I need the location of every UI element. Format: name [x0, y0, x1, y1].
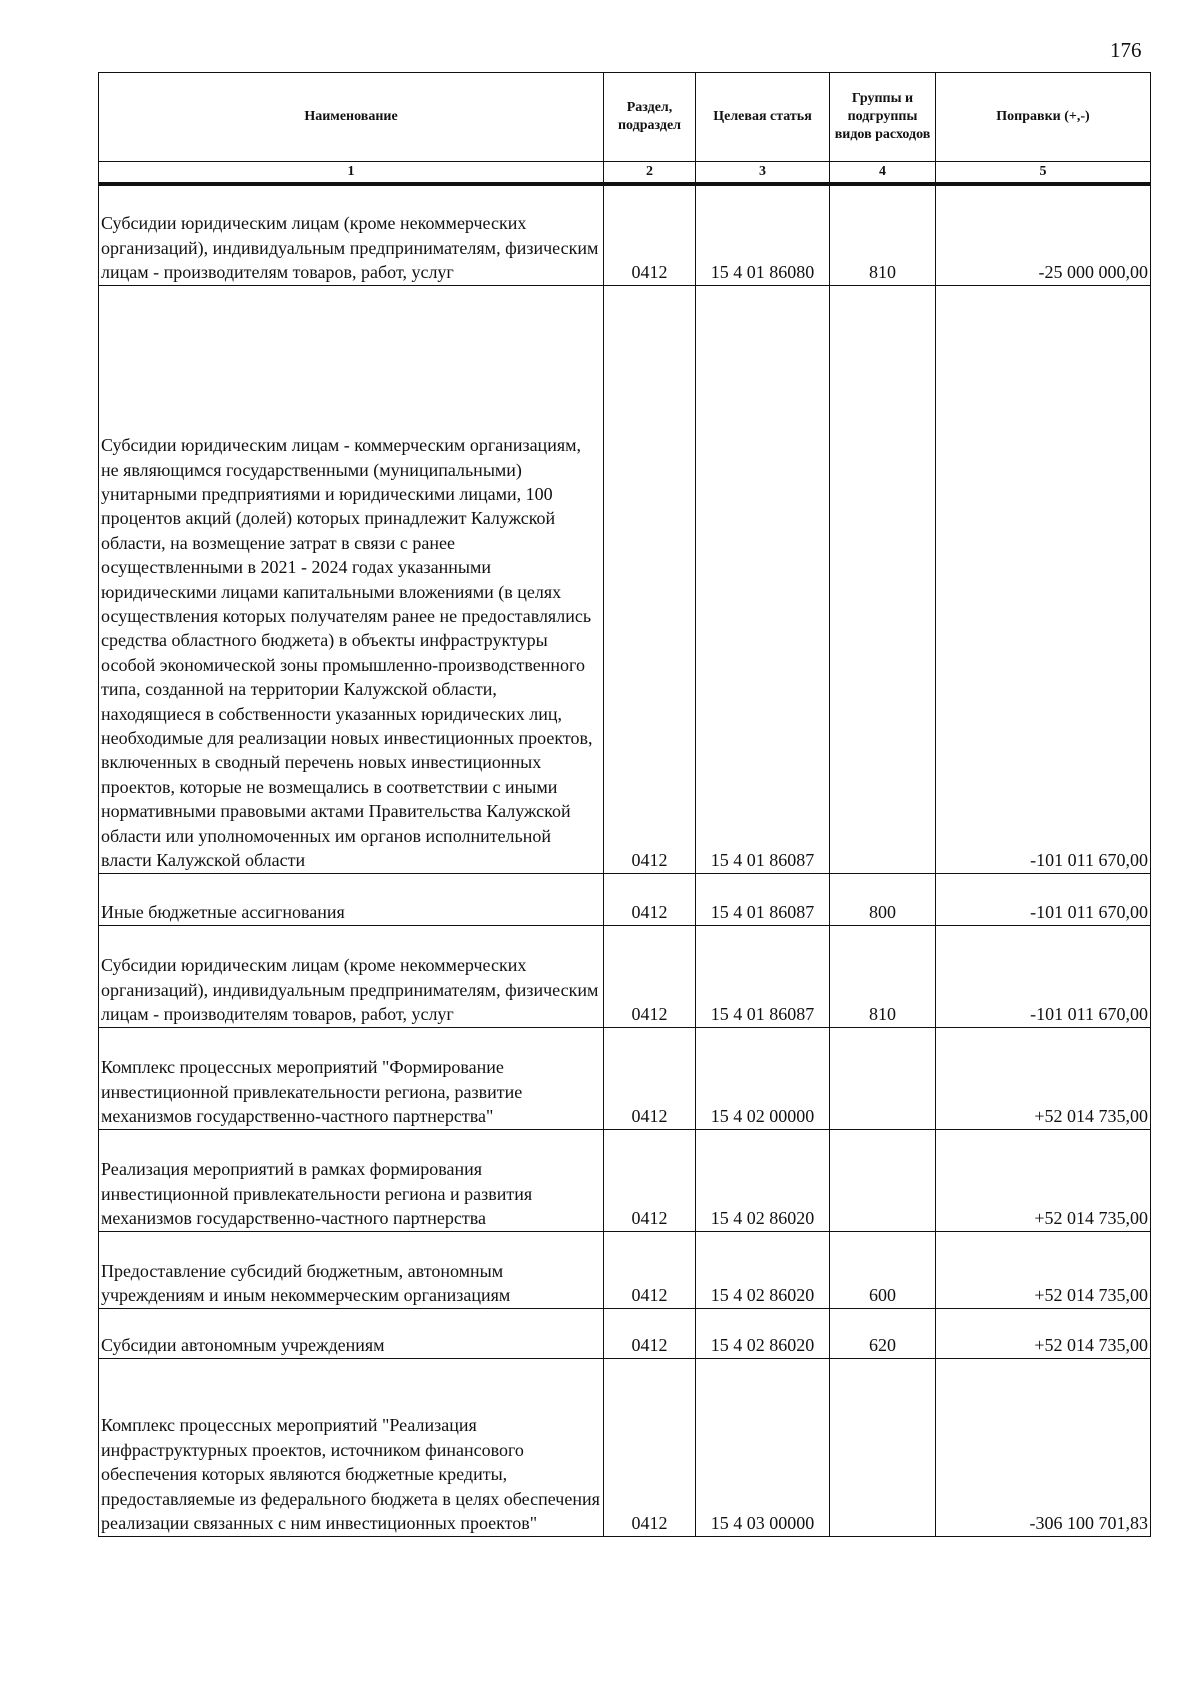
- budget-amendments-table: [98, 72, 1151, 1537]
- column-number-row: [99, 162, 1151, 185]
- row-name: Комплекс процессных мероприятий "Реализация инфраструктурных проектов, источником финансового обеспечения которых являются бюджетные кредиты, предоставляемые из федерального бюджета в целях обеспечения реализации связанных с ним инвестиционных проектов": [99, 1358, 604, 1536]
- row-target-article: 15 4 02 00000: [696, 1027, 830, 1129]
- row-amount: +52 014 735,00: [936, 1027, 1151, 1129]
- row-name: Предоставление субсидий бюджетным, автономным учреждениям и иным некоммерческим организациям: [99, 1231, 604, 1308]
- column-number: 1: [99, 162, 604, 185]
- table-row: [99, 1129, 1151, 1231]
- row-section: 0412: [604, 873, 696, 925]
- column-number: 4: [830, 162, 936, 185]
- row-amount: +52 014 735,00: [936, 1129, 1151, 1231]
- table-row: [99, 184, 1151, 285]
- header-section: Раздел, подраздел: [604, 73, 696, 162]
- row-target-article: 15 4 01 86087: [696, 285, 830, 873]
- row-target-article: 15 4 01 86080: [696, 184, 830, 285]
- table-row: [99, 873, 1151, 925]
- row-section: 0412: [604, 1231, 696, 1308]
- table-row: [99, 1027, 1151, 1129]
- row-amount: -25 000 000,00: [936, 184, 1151, 285]
- row-name: Субсидии юридическим лицам - коммерческим организациям, не являющимся государственными (муниципальными) унитарными предприятиями и юридическими лицами, 100 процентов акций (долей) которых принадлежит Калужской области, на возмещение затрат в связи с ранее осуществленными в 2021 - 2024 годах указанными юридическими лицами капитальными вложениями (в целях осуществления которых получателям ранее не предоставлялись средства областного бюджета) в объекты инфраструктуры особой экономической зоны промышленно-производственного типа, созданной на территории Калужской области, находящиеся в собственности указанных юридических лиц, необходимые для реализации новых инвестиционных проектов, включенных в сводный перечень новых инвестиционных проектов, которые не возмещались в соответствии с иными нормативными правовыми актами Правительства Калужской области или уполномоченных им органов исполнительной власти Калужской области: [99, 285, 604, 873]
- row-amount: -101 011 670,00: [936, 285, 1151, 873]
- row-expense-group: [830, 1027, 936, 1129]
- row-expense-group: 800: [830, 873, 936, 925]
- row-expense-group: 600: [830, 1231, 936, 1308]
- row-name: Субсидии юридическим лицам (кроме некоммерческих организаций), индивидуальным предпринимателям, физическим лицам - производителям товаров, работ, услуг: [99, 184, 604, 285]
- row-amount: -306 100 701,83: [936, 1358, 1151, 1536]
- column-number: 3: [696, 162, 830, 185]
- row-expense-group: 620: [830, 1308, 936, 1358]
- row-amount: +52 014 735,00: [936, 1231, 1151, 1308]
- row-target-article: 15 4 01 86087: [696, 873, 830, 925]
- page-number: 176: [1110, 38, 1142, 62]
- header-amendments: Поправки (+,-): [936, 73, 1151, 162]
- row-name: Иные бюджетные ассигнования: [99, 873, 604, 925]
- row-target-article: 15 4 02 86020: [696, 1308, 830, 1358]
- row-section: 0412: [604, 1308, 696, 1358]
- row-name: Реализация мероприятий в рамках формирования инвестиционной привлекательности региона и развития механизмов государственно-частного партнерства: [99, 1129, 604, 1231]
- row-section: 0412: [604, 1358, 696, 1536]
- table-row: [99, 1358, 1151, 1536]
- header-expense-groups: Группы и подгруппы видов расходов: [830, 73, 936, 162]
- row-amount: -101 011 670,00: [936, 925, 1151, 1027]
- table-row: [99, 1308, 1151, 1358]
- table-row: [99, 925, 1151, 1027]
- row-target-article: 15 4 02 86020: [696, 1129, 830, 1231]
- row-section: 0412: [604, 925, 696, 1027]
- row-expense-group: [830, 1129, 936, 1231]
- table-row: [99, 285, 1151, 873]
- row-name: Комплекс процессных мероприятий "Формирование инвестиционной привлекательности региона, развитие механизмов государственно-частного партнерства": [99, 1027, 604, 1129]
- table-row: [99, 1231, 1151, 1308]
- row-section: 0412: [604, 1129, 696, 1231]
- row-expense-group: [830, 285, 936, 873]
- row-amount: -101 011 670,00: [936, 873, 1151, 925]
- row-expense-group: 810: [830, 184, 936, 285]
- row-target-article: 15 4 01 86087: [696, 925, 830, 1027]
- row-target-article: 15 4 02 86020: [696, 1231, 830, 1308]
- table-header-row: [99, 73, 1151, 162]
- header-target-article: Целевая статья: [696, 73, 830, 162]
- row-section: 0412: [604, 1027, 696, 1129]
- header-name: Наименование: [99, 73, 604, 162]
- row-amount: +52 014 735,00: [936, 1308, 1151, 1358]
- row-name: Субсидии автономным учреждениям: [99, 1308, 604, 1358]
- row-target-article: 15 4 03 00000: [696, 1358, 830, 1536]
- column-number: 2: [604, 162, 696, 185]
- row-name: Субсидии юридическим лицам (кроме некоммерческих организаций), индивидуальным предпринимателям, физическим лицам - производителям товаров, работ, услуг: [99, 925, 604, 1027]
- column-number: 5: [936, 162, 1151, 185]
- row-section: 0412: [604, 285, 696, 873]
- row-expense-group: [830, 1358, 936, 1536]
- row-expense-group: 810: [830, 925, 936, 1027]
- row-section: 0412: [604, 184, 696, 285]
